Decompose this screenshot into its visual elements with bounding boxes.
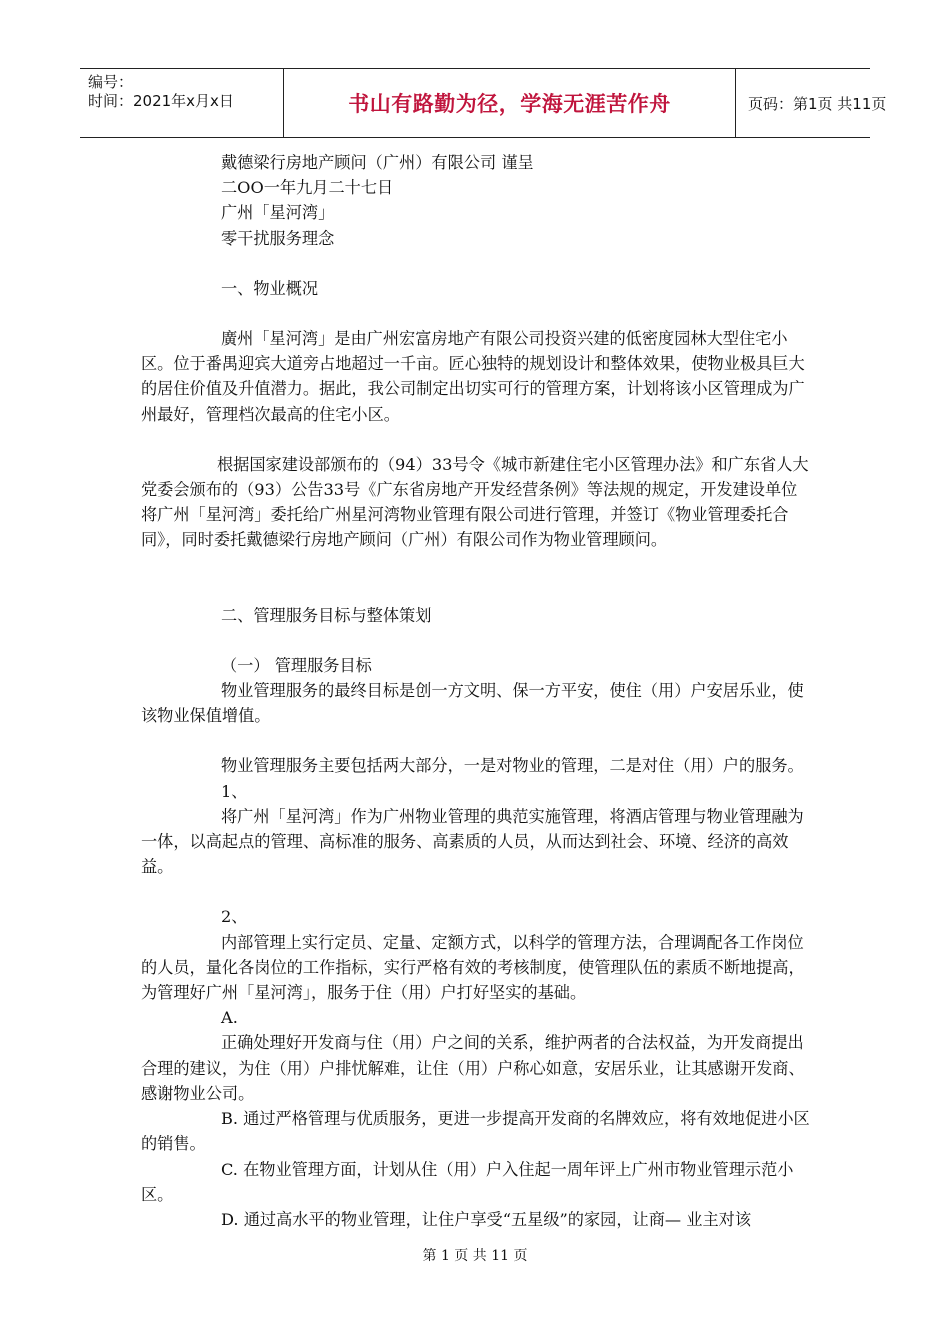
date-line: 二OO一年九月二十七日 <box>221 178 394 198</box>
document-body <box>141 150 811 1232</box>
paragraph-item-b: B. 通过严格管理与优质服务，更进一步提高开发商的名牌效应，将有效地促进小区的销售。 <box>141 1109 810 1154</box>
header-page-info: 页码：第1页 共11页 <box>748 94 887 113</box>
header-meta <box>80 69 284 137</box>
document-time-label: 时间：2021年x月x日 <box>88 92 234 110</box>
page-header <box>80 68 887 138</box>
paragraph-item-a: 正确处理好开发商与住（用）户之间的关系，维护两者的合法权益，为开发商提出合理的建议，为住（用）户排忧解难，让住（用）户称心如意，安居乐业，让其感谢开发商、感谢物业公司。 <box>141 1033 805 1103</box>
paragraph-item-2: 内部管理上实行定员、定量、定额方式，以科学的管理方法，合理调配各工作岗位的人员，量化各岗位的工作指标，实行严格有效的考核制度，使管理队伍的素质不断地提高，为管理好广州「星河湾」，服务于住（用）户打好坚实的基础。 <box>141 932 805 1003</box>
item-number-2: 2、 <box>221 907 248 927</box>
section-heading-1: 一、物业概况 <box>221 278 319 298</box>
paragraph-item-c: C. 在物业管理方面，计划从住（用）户入住起一周年评上广州市物业管理示范小区。 <box>141 1159 794 1204</box>
paragraph-overview: 廣州「星河湾」是由广州宏富房地产有限公司投资兴建的低密度园林大型住宅小区。位于番禺迎宾大道旁占地超过一千亩。匠心独特的规划设计和整体效果，使物业极具巨大的居住价值及升值潜力。据此，我公司制定出切实可行的管理方案，计划将该小区管理成为广州最好，管理档次最高的住宅小区。 <box>141 329 805 424</box>
subsection-heading-1: （一） 管理服务目标 <box>221 655 372 675</box>
paragraph-regulation: 根据国家建设部颁布的（94）33号令《城市新建住宅小区管理办法》和广东省人大党委会颁布的（93）公告33号《广东省房地产开发经营条例》等法规的规定，开发建设单位将广州「星河湾」委托给广州星河湾物业管理有限公司进行管理，并签订《物业管理委托合同》，同时委托戴德梁行房地产顾问（广州）有限公司作为物业管理顾问。 <box>141 454 809 550</box>
paragraph-scope: 物业管理服务主要包括两大部分，一是对物业的管理，二是对住（用）户的服务。 <box>221 756 804 776</box>
paragraph-item-1: 将广州「星河湾」作为广州物业管理的典范实施管理，将酒店管理与物业管理融为一体，以高起点的管理、高标准的服务、高素质的人员，从而达到社会、环境、经济的高效益。 <box>141 806 804 877</box>
document-title: 零干扰服务理念 <box>221 228 335 248</box>
motto-text: 书山有路勤为径，学海无涯苦作舟 <box>348 92 671 116</box>
page-footer: 第 1 页 共 11 页 <box>422 1248 528 1264</box>
submitter-line: 戴德梁行房地产顾问（广州）有限公司 谨呈 <box>221 153 534 172</box>
project-name: 广州「星河湾」 <box>221 203 335 223</box>
header-motto-cell <box>284 69 736 137</box>
paragraph-goal: 物业管理服务的最终目标是创一方文明、保一方平安，使住（用）户安居乐业，使该物业保值增值。 <box>141 681 804 726</box>
item-letter-a: A. <box>221 1008 238 1028</box>
item-number-1: 1、 <box>221 781 248 801</box>
paragraph-item-d: D. 通过高水平的物业管理，让住户享受“五星级”的家园，让商— 业主对该 <box>221 1209 752 1229</box>
section-heading-2: 二、管理服务目标与整体策划 <box>221 605 432 625</box>
document-number-label: 编号： <box>88 73 134 91</box>
